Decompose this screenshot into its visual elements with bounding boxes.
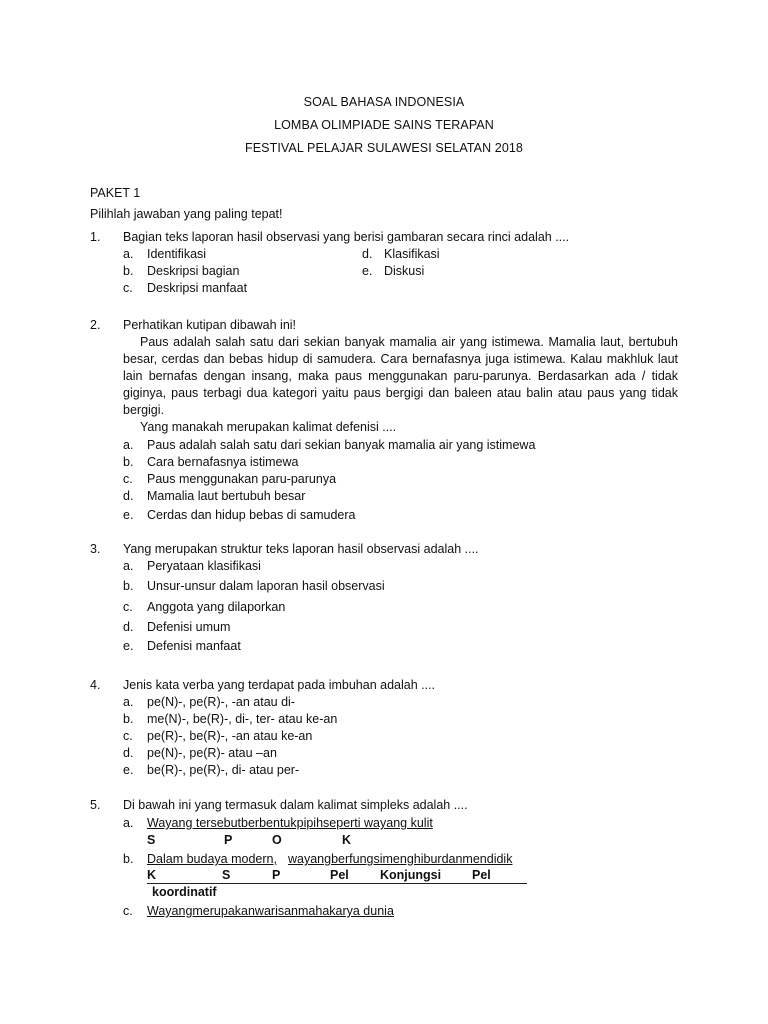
q1-number: 1. — [90, 230, 101, 244]
q4-text: Jenis kata verba yang terdapat pada imbuhan adalah .... — [123, 678, 436, 692]
q5-b-label-k: K — [147, 868, 157, 882]
q2-intro: Perhatikan kutipan dibawah ini! — [123, 318, 297, 332]
q5-b-label-koordinatif: koordinatif — [152, 885, 217, 899]
q3-option-b-letter: b. — [123, 579, 134, 593]
instruction: Pilihlah jawaban yang paling tepat! — [90, 207, 283, 221]
q4-option-c-letter: c. — [123, 729, 133, 743]
q4-option-d-letter: d. — [123, 746, 134, 760]
q5-option-b-part1: Dalam budaya modern, — [147, 852, 277, 866]
q5-option-a-sentence: Wayang tersebutberbentukpipihseperti wayang kulit — [147, 816, 433, 830]
q4-option-a: pe(N)-, pe(R)-, -an atau di- — [147, 695, 295, 709]
q5-option-a-letter: a. — [123, 816, 134, 830]
q3-option-a-letter: a. — [123, 559, 134, 573]
q4-option-b: me(N)-, be(R)-, di-, ter- atau ke-an — [147, 712, 338, 726]
q2-option-b: Cara bernafasnya istimewa — [147, 455, 299, 469]
q1-option-c: Deskripsi manfaat — [147, 281, 248, 295]
q2-option-a-letter: a. — [123, 438, 134, 452]
q5-b-divider — [147, 883, 527, 884]
q5-a-label-o: O — [272, 833, 282, 847]
q5-b-label-pel-2: Pel — [472, 868, 491, 882]
q2-option-d: Mamalia laut bertubuh besar — [147, 489, 306, 503]
q3-option-d-letter: d. — [123, 620, 134, 634]
header-subtitle: LOMBA OLIMPIADE SAINS TERAPAN — [274, 118, 494, 132]
q1-option-a-letter: a. — [123, 247, 134, 261]
q5-b-label-pel: Pel — [330, 868, 349, 882]
q2-option-c-letter: c. — [123, 472, 133, 486]
q3-option-e: Defenisi manfaat — [147, 639, 241, 653]
q5-a-label-k: K — [342, 833, 352, 847]
q5-b-label-s: S — [222, 868, 231, 882]
q1-option-e-letter: e. — [362, 264, 373, 278]
q5-text: Di bawah ini yang termasuk dalam kalimat simpleks adalah .... — [123, 798, 468, 812]
q3-text: Yang merupakan struktur teks laporan hasil observasi adalah .... — [123, 542, 479, 556]
q2-passage: Paus adalah salah satu dari sekian banyak mamalia air yang istimewa. Mamalia laut, bertubuh besar, cerdas dan bebas hidup di samudera. Cara bernafasnya juga istimewa. Kalau makhluk laut lain bernafas dengan insang, maka paus menggunakan paru-parunya. Berdasarkan ada / tidak giginya, paus terbagi dua kategori yaitu paus bergigi dan baleen atau balin atau paus yang tidak bergigi. — [123, 335, 678, 417]
header-title: SOAL BAHASA INDONESIA — [303, 95, 465, 109]
q2-option-e-letter: e. — [123, 508, 134, 522]
q1-option-a: Identifikasi — [147, 247, 207, 261]
q2-option-a: Paus adalah salah satu dari sekian banyak mamalia air yang istimewa — [147, 438, 536, 452]
q2-question: Yang manakah merupakan kalimat defenisi .... — [140, 420, 397, 434]
q2-option-d-letter: d. — [123, 489, 134, 503]
q5-b-label-konjungsi: Konjungsi — [380, 868, 442, 882]
q4-option-c: pe(R)-, be(R)-, -an atau ke-an — [147, 729, 313, 743]
q1-option-b-letter: b. — [123, 264, 134, 278]
paket-label: PAKET 1 — [90, 186, 141, 200]
q1-option-b: Deskripsi bagian — [147, 264, 240, 278]
q4-number: 4. — [90, 678, 101, 692]
q3-option-e-letter: e. — [123, 639, 134, 653]
q1-text: Bagian teks laporan hasil observasi yang berisi gambaran secara rinci adalah .... — [123, 230, 570, 244]
q3-option-c-letter: c. — [123, 600, 133, 614]
q4-option-d: pe(N)-, pe(R)- atau –an — [147, 746, 277, 760]
header-event: FESTIVAL PELAJAR SULAWESI SELATAN 2018 — [245, 141, 523, 155]
q2-number: 2. — [90, 318, 101, 332]
q5-a-label-s: S — [147, 833, 156, 847]
q1-option-e: Diskusi — [384, 264, 425, 278]
q3-option-d: Defenisi umum — [147, 620, 231, 634]
q1-option-d-letter: d. — [362, 247, 373, 261]
q5-a-label-p: P — [224, 833, 233, 847]
q4-option-b-letter: b. — [123, 712, 134, 726]
q3-number: 3. — [90, 542, 101, 556]
q4-option-a-letter: a. — [123, 695, 134, 709]
q2-option-e: Cerdas dan hidup bebas di samudera — [147, 508, 356, 522]
q5-option-c-sentence: Wayangmerupakanwarisanmahakarya dunia — [147, 904, 394, 918]
q1-option-d: Klasifikasi — [384, 247, 440, 261]
q3-option-c: Anggota yang dilaporkan — [147, 600, 286, 614]
q4-option-e: be(R)-, pe(R)-, di- atau per- — [147, 763, 300, 777]
q5-option-c-letter: c. — [123, 904, 133, 918]
q2-option-b-letter: b. — [123, 455, 134, 469]
q5-option-b-part2: wayangberfungsimenghiburdanmendidik — [288, 852, 513, 866]
q4-option-e-letter: e. — [123, 763, 134, 777]
q5-number: 5. — [90, 798, 101, 812]
q5-b-label-p: P — [272, 868, 281, 882]
q3-option-b: Unsur-unsur dalam laporan hasil observasi — [147, 579, 385, 593]
q2-option-c: Paus menggunakan paru-parunya — [147, 472, 337, 486]
q1-option-c-letter: c. — [123, 281, 133, 295]
q3-option-a: Peryataan klasifikasi — [147, 559, 261, 573]
q5-option-b-letter: b. — [123, 852, 134, 866]
